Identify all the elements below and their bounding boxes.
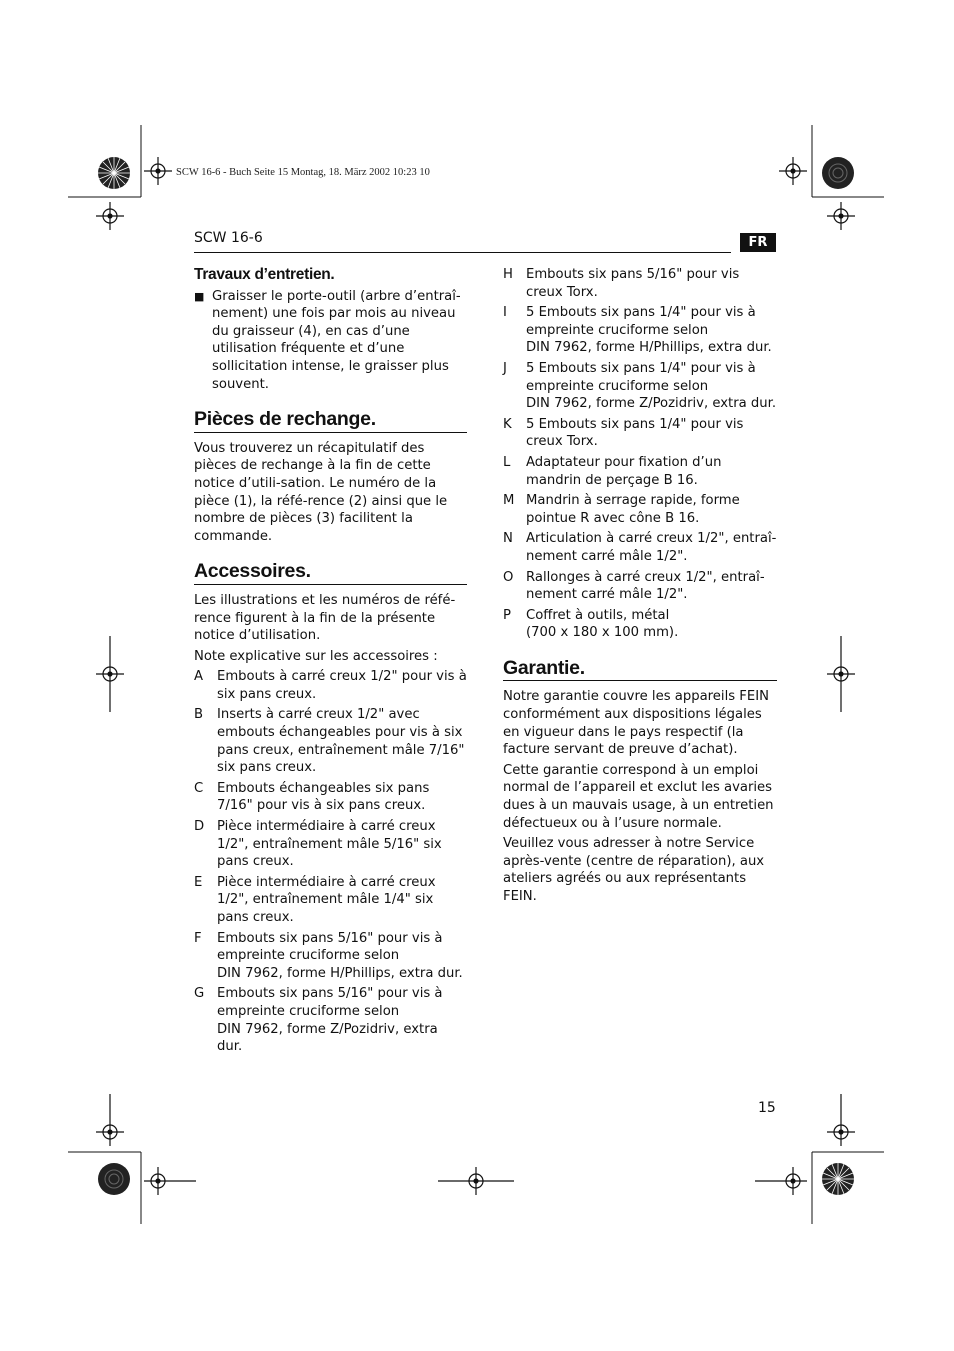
accessory-description: Pièce intermédiaire à carré creux 1/2", entraînement mâle 5/16" six pans creux. bbox=[217, 819, 442, 870]
spares-heading: Pièces de rechange. bbox=[194, 411, 467, 433]
warranty-heading: Garantie. bbox=[503, 660, 777, 682]
accessory-letter: B bbox=[194, 707, 204, 723]
accessory-description: Pièce intermédiaire à carré creux 1/2", entraînement mâle 1/4" six pans creux. bbox=[217, 874, 436, 925]
accessory-item bbox=[194, 818, 467, 871]
accessory-item bbox=[503, 492, 777, 527]
accessory-description: Embouts échangeables six pans 7/16" pour vis à six pans creux. bbox=[217, 780, 430, 814]
accessory-letter: K bbox=[503, 416, 512, 432]
accessory-letter: O bbox=[503, 569, 514, 585]
accessory-letter: G bbox=[194, 986, 205, 1002]
accessory-description: Embouts six pans 5/16" pour vis à empreinte cruciforme selon DIN 7962, forme Z/Pozidriv, extra dur. bbox=[217, 986, 443, 1055]
accessory-letter: D bbox=[194, 819, 205, 835]
left-column bbox=[194, 266, 467, 1059]
maintenance-heading: Travaux d’entretien. bbox=[194, 266, 335, 283]
accessory-letter: J bbox=[503, 360, 507, 376]
accessory-list-left bbox=[194, 668, 467, 1055]
accessory-letter: C bbox=[194, 780, 204, 796]
accessory-description: Mandrin à serrage rapide, forme pointue R avec cône B 16. bbox=[526, 493, 740, 526]
accessories-intro: Les illustrations et les numéros de réfé-rence figurent à la fin de la présente notice d’utilisation. bbox=[194, 592, 456, 644]
print-slug: SCW 16-6 - Buch Seite 15 Montag, 18. März 2002 10:23 10 bbox=[176, 167, 430, 178]
accessory-letter: M bbox=[503, 493, 515, 509]
accessories-heading: Accessoires. bbox=[194, 563, 467, 585]
accessory-item bbox=[503, 569, 777, 604]
accessory-description: 5 Embouts six pans 1/4" pour vis à empreinte cruciforme selon DIN 7962, forme Z/Pozidriv, extra dur. bbox=[526, 360, 777, 412]
accessory-description: Adaptateur pour fixation d’un mandrin de perçage B 16. bbox=[526, 454, 722, 488]
accessory-list-right bbox=[503, 266, 777, 642]
accessory-letter: I bbox=[503, 305, 507, 321]
accessory-description: 5 Embouts six pans 1/4" pour vis à empreinte cruciforme selon DIN 7962, forme H/Phillips, extra dur. bbox=[526, 305, 772, 356]
accessory-letter: F bbox=[194, 930, 202, 946]
accessories-note: Note explicative sur les accessoires : bbox=[194, 648, 438, 664]
accessory-item bbox=[503, 454, 777, 489]
accessory-letter: E bbox=[194, 874, 203, 890]
header-rule bbox=[194, 252, 731, 253]
spares-text: Vous trouverez un récapitulatif des pièces de rechange à la fin de cette notice d’utili-sation. Le numéro de la pièce (1), la réfé-rence (2) ainsi que le nombre de pièces (3) facilitent la commande. bbox=[194, 440, 448, 544]
maintenance-text: Graisser le porte-outil (arbre d’entraî-nement) une fois par mois au niveau du graisseur (4), en cas d’une utilisation fréquente et d’une sollicitation intense, le graisser plus souvent. bbox=[212, 288, 461, 392]
header-model: SCW 16-6 bbox=[194, 230, 263, 246]
accessory-description: Inserts à carré creux 1/2" avec embouts échangeables pour vis à six pans creux, entraînement mâle 7/16" six pans creux. bbox=[217, 707, 465, 776]
accessory-description: Embouts six pans 5/16" pour vis creux Torx. bbox=[526, 267, 740, 300]
accessory-letter: H bbox=[503, 267, 513, 282]
accessory-item bbox=[194, 985, 467, 1055]
square-bullet-icon: ■ bbox=[194, 289, 205, 303]
accessory-item bbox=[503, 416, 777, 451]
accessory-item bbox=[503, 360, 777, 413]
accessory-item bbox=[503, 266, 777, 301]
warranty-text-3: Veuillez vous adresser à notre Service après-vente (centre de réparation), aux ateliers agréés ou aux représentants FEIN. bbox=[503, 836, 765, 904]
accessory-description: Embouts à carré creux 1/2" pour vis à six pans creux. bbox=[217, 669, 467, 702]
accessory-letter: N bbox=[503, 531, 513, 547]
accessory-item bbox=[503, 304, 777, 357]
page-number: 15 bbox=[758, 1100, 776, 1116]
accessory-description: Rallonges à carré creux 1/2", entraî-nement carré mâle 1/2". bbox=[526, 569, 765, 603]
language-badge: FR bbox=[740, 233, 776, 252]
accessory-item bbox=[194, 780, 467, 815]
accessory-item bbox=[194, 706, 467, 776]
accessory-letter: A bbox=[194, 669, 204, 685]
accessory-description: Embouts six pans 5/16" pour vis à empreinte cruciforme selon DIN 7962, forme H/Phillips, extra dur. bbox=[217, 930, 463, 981]
warranty-text-1: Notre garantie couvre les appareils FEIN conformément aux dispositions légales en vigueur dans le pays respectif (la facture servant de preuve d’achat). bbox=[503, 689, 769, 758]
accessory-item bbox=[194, 668, 467, 703]
accessory-letter: P bbox=[503, 607, 511, 623]
accessory-item bbox=[194, 930, 467, 983]
maintenance-bullet bbox=[194, 288, 467, 394]
accessory-description: Articulation à carré creux 1/2", entraî-nement carré mâle 1/2". bbox=[526, 531, 777, 564]
accessory-description: Coffret à outils, métal (700 x 180 x 100 mm). bbox=[526, 607, 679, 641]
right-column bbox=[503, 266, 777, 909]
accessory-item bbox=[194, 874, 467, 927]
accessory-letter: L bbox=[503, 454, 511, 470]
accessory-item bbox=[503, 607, 777, 642]
accessory-item bbox=[503, 530, 777, 565]
warranty-text-2: Cette garantie correspond à un emploi normal de l’appareil et exclut les avaries dues à un mauvais usage, à un entretien défectueux ou à l’usure normale. bbox=[503, 762, 774, 831]
accessory-description: 5 Embouts six pans 1/4" pour vis creux Torx. bbox=[526, 416, 744, 450]
